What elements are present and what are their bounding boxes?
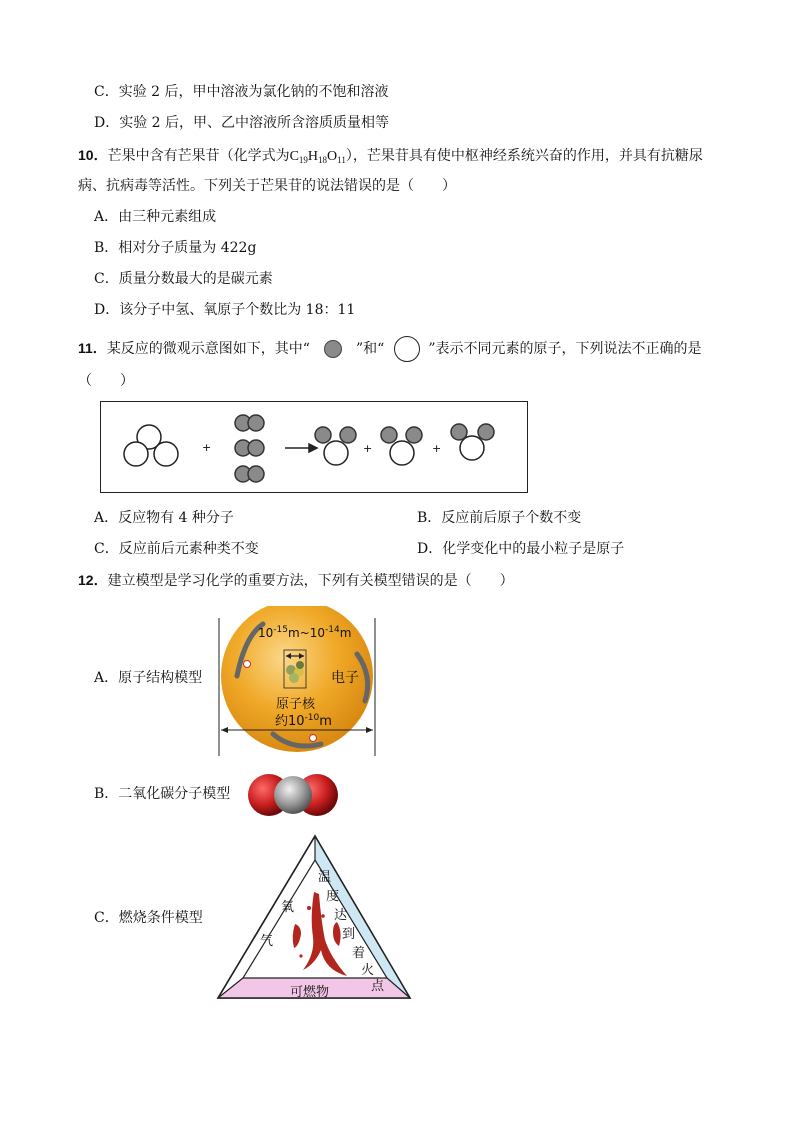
reaction-svg — [101, 402, 527, 492]
product-molecule-3 — [451, 424, 494, 460]
carbon-atom — [274, 776, 312, 814]
q10-stem-a: 芒果中含有芒果苷（化学式为 — [107, 148, 290, 164]
co2-molecule-model — [244, 770, 342, 820]
electron-sign-bottom: - — [310, 730, 314, 740]
q9-option-d: D．实验 2 后，甲、乙中溶液所含溶质质量相等 — [94, 115, 390, 131]
nucleus-size-label: $10^{-15}m\sim 10^{-14}m$ — [258, 625, 352, 640]
product-molecule-1 — [315, 427, 356, 465]
q11-stem-line1 — [78, 335, 701, 362]
q12-option-c: C．燃烧条件模型 — [94, 910, 203, 926]
arrow — [285, 444, 317, 452]
product-molecule-2 — [381, 427, 422, 465]
q11-stem-b: ”和“ — [355, 341, 385, 357]
q10-option-d: D．该分子中氢、氧原子个数比为 18：11 — [94, 302, 356, 318]
q12-stem — [78, 570, 514, 591]
q10-stem-line1 — [78, 145, 703, 167]
q12-number: 12． — [78, 572, 108, 588]
nucleus-label: 原子核 — [276, 697, 316, 712]
plus-sign-3: + — [432, 442, 442, 455]
q10-stem-line2: 病、抗病毒等活性。下列关于芒果苷的说法错误的是（ ） — [78, 178, 456, 194]
q12-option-a: A．原子结构模型 — [94, 670, 203, 686]
q11-option-b: B．反应前后原子个数不变 — [417, 510, 582, 526]
q11-number: 11． — [78, 340, 107, 356]
electron-label: 电子 — [331, 670, 359, 686]
co2-svg — [244, 770, 342, 820]
temperature-label-7: 点 — [371, 979, 385, 994]
q11-stem-c: ”表示不同元素的原子，下列说法不正确的是 — [428, 341, 702, 357]
plus-sign-2: + — [363, 442, 373, 455]
fuel-label: 可燃物 — [290, 985, 330, 1000]
q10-formula: $C_{19}H_{18}O_{11}$ — [289, 149, 346, 165]
q11-option-d: D．化学变化中的最小粒子是原子 — [417, 541, 625, 557]
q10-option-a: A．由三种元素组成 — [94, 209, 217, 225]
white-atom-icon — [394, 336, 420, 362]
combustion-triangle-model — [215, 832, 413, 1002]
q10-number: 10． — [78, 147, 108, 163]
q12-stem-text: 建立模型是学习化学的重要方法，下列有关模型错误的是（ ） — [107, 573, 514, 589]
atom-size-label: 约$10^{-10}m$ — [275, 713, 332, 729]
q10-stem-b: ），芒果苷具有使中枢神经系统兴奋的作用，并具有抗糖尿 — [345, 148, 703, 164]
q11-option-a: A．反应物有 4 种分子 — [94, 510, 234, 526]
temperature-label-3: 达 — [334, 908, 348, 923]
temperature-label-6: 火 — [361, 963, 375, 978]
q9-option-c: C．实验 2 后，甲中溶液为氯化钠的不饱和溶液 — [94, 84, 389, 100]
temperature-label-2: 度 — [326, 889, 340, 904]
q10-option-c: C．质量分数最大的是碳元素 — [94, 271, 273, 287]
q10-option-b: B．相对分子质量为 422g — [94, 240, 257, 256]
temperature-label-1: 温 — [318, 870, 332, 885]
gray-atom-icon — [324, 340, 342, 358]
plus-sign-1: + — [202, 441, 212, 454]
reaction-diagram — [100, 401, 528, 493]
electron-sign-left: - — [244, 656, 248, 666]
reactant-white-molecule — [124, 425, 178, 466]
temperature-label-5: 着 — [352, 946, 366, 961]
q11-option-c: C．反应前后元素种类不变 — [94, 541, 259, 557]
temperature-label-4: 到 — [342, 927, 356, 942]
oxygen-label-1: 氧 — [281, 900, 295, 915]
reactant-gray-molecules — [235, 415, 264, 482]
q12-option-b: B．二氧化碳分子模型 — [94, 786, 231, 802]
q11-stem-a: 某反应的微观示意图如下，其中“ — [106, 341, 310, 357]
atom-structure-model — [215, 606, 380, 760]
oxygen-label-2: 气 — [260, 934, 274, 949]
q11-stem-line2: （ ） — [78, 373, 134, 389]
